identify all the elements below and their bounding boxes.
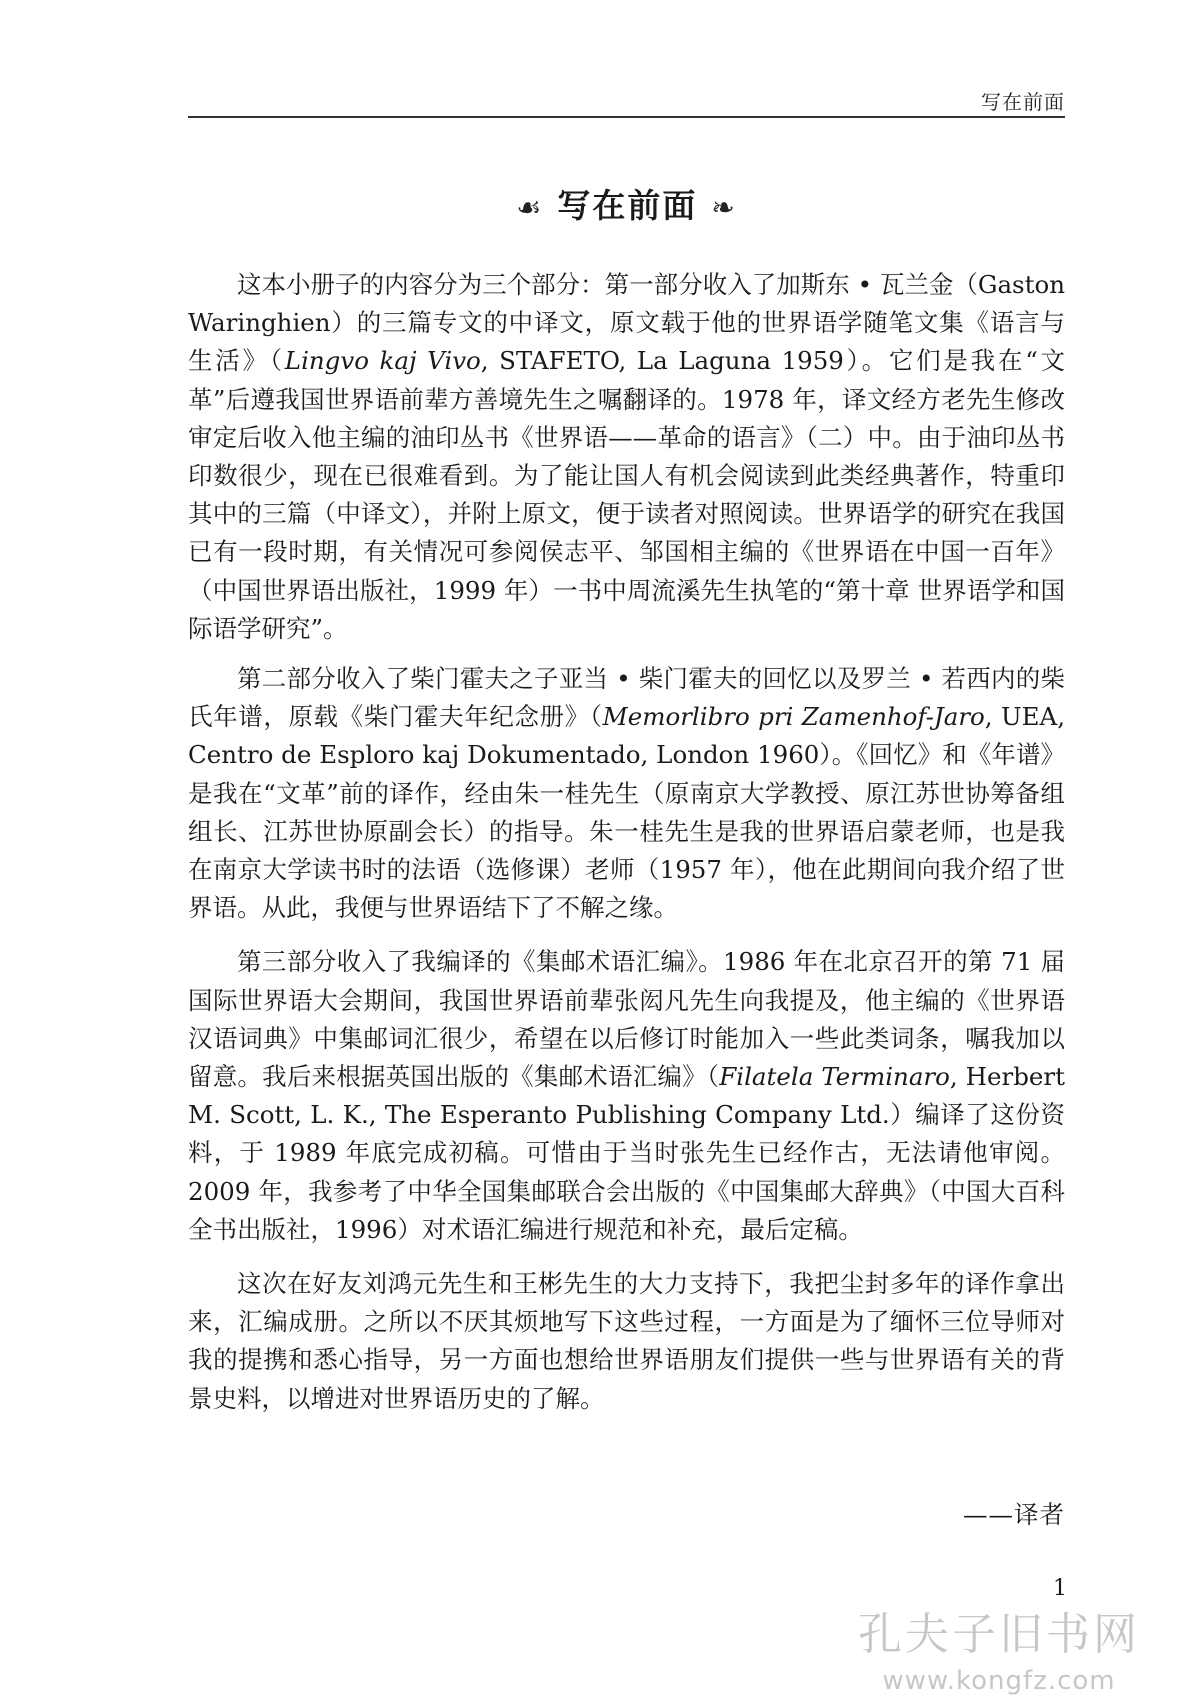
body-text: [188, 266, 1065, 1434]
watermark-text: 孔夫子旧书网: [858, 1609, 1140, 1660]
paragraph-1: [188, 266, 1065, 648]
signature: ——译者: [963, 1500, 1065, 1529]
paragraph-1-text-a: 这本小册子的内容分为三个部分：第一部分收入了加斯东 • 瓦兰金（Gaston Waringhien）的三篇专文的中译文，原文载于他的世界语学随笔文集《语言与生活》（: [188, 270, 1065, 376]
page-number: 1: [1053, 1576, 1067, 1601]
paragraph-4-text: 这次在好友刘鸿元先生和王彬先生的大力支持下，我把尘封多年的译作拿出来，汇编成册。之所以不厌其烦地写下这些过程，一方面是为了缅怀三位导师对我的提携和悉心指导，另一方面也想给世界语朋友们提供一些与世界语有关的背景史料，以增进对世界语历史的了解。: [188, 1269, 1065, 1413]
title-text: 写在前面: [557, 186, 698, 225]
watermark-url: www.kongfz.com: [882, 1666, 1116, 1696]
paragraph-3: [188, 943, 1065, 1249]
paragraph-1-italic-title: Lingvo kaj Vivo: [284, 346, 481, 376]
paragraph-3-italic-title: Filatela Terminaro: [719, 1062, 950, 1092]
left-ornament-icon: ☙: [516, 191, 544, 224]
right-ornament-icon: ❧: [711, 191, 737, 224]
paragraph-2-text-b: , UEA, Centro de Esploro kaj Dokumentado, London 1960）。《回忆》和《年谱》是我在“文革”前的译作，经由朱一桂先生（原南京大学教授、原江苏世协筹备组组长、江苏世协原副会长）的指导。朱一桂先生是我的世界语启蒙老师，也是我在南京大学读书时的法语（选修课）老师（1957 年），他在此期间向我介绍了世界语。从此，我便与世界语结下了不解之缘。: [188, 702, 1065, 923]
watermark: [858, 1598, 1140, 1696]
paragraph-1-text-b: , STAFETO, La Laguna 1959）。它们是我在“文革”后遵我国世界语前辈方善境先生之嘱翻译的。1978 年，译文经方老先生修改审定后收入他主编的油印丛书《世界语——革命的语言》（二）中。由于油印丛书印数很少，现在已很难看到。为了能让国人有机会阅读到此类经典著作，特重印其中的三篇（中译文），并附上原文，便于读者对照阅读。世界语学的研究在我国已有一段时期，有关情况可参阅侯志平、邹国相主编的《世界语在中国一百年》（中国世界语出版社，1999 年）一书中周流溪先生执笔的“第十章 世界语学和国际语学研究”。: [188, 346, 1065, 643]
header-rule: [188, 116, 1065, 118]
paragraph-3-text-a: 第三部分收入了我编译的《集邮术语汇编》。1986 年在北京召开的第 71 届国际世界语大会期间，我国世界语前辈张闳凡先生向我提及，他主编的《世界语汉语词典》中集邮词汇很少，希望在以后修订时能加入一些此类词条，嘱我加以留意。我后来根据英国出版的《集邮术语汇编》（: [188, 947, 1065, 1092]
paragraph-4: [188, 1265, 1065, 1418]
paragraph-2-italic-title: Memorlibro pri Zamenhof-Jaro: [602, 702, 985, 732]
page-title: [188, 180, 1065, 227]
paragraph-3-text-b: , Herbert M. Scott, L. K., The Esperanto Publishing Company Ltd.）编译了这份资料，于 1989 年底完成初稿。可惜由于当时张先生已经作古，无法请他审阅。2009 年，我参考了中华全国集邮联合会出版的《中国集邮大辞典》（中国大百科全书出版社，1996）对术语汇编进行规范和补充，最后定稿。: [188, 1062, 1065, 1244]
running-head: 写在前面: [981, 90, 1065, 114]
paragraph-2: [188, 660, 1065, 927]
paragraph-2-text-a: 第二部分收入了柴门霍夫之子亚当 • 柴门霍夫的回忆以及罗兰 • 若西内的柴氏年谱，原载《柴门霍夫年纪念册》（: [188, 664, 1065, 732]
